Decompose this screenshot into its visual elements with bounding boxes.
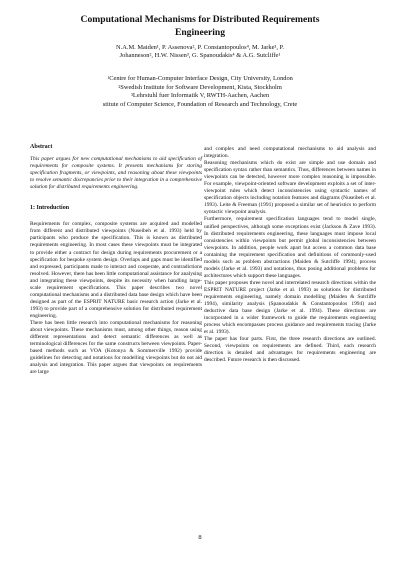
left-column — [30, 144, 202, 376]
affiliation-1: $^1$Centre for Human-Computer Interface Design, City University, London — [107, 75, 293, 82]
affiliation-3: $^3$Lehrstuhl fuer Informatik V, RWTH-Aachen, Aachen — [130, 92, 270, 99]
affiliations — [0, 75, 400, 109]
paper-title — [50, 14, 350, 39]
authors-line-2: Johanneson², H.W. Nissen³, G. Spanoudakis⁴ & A.G. Sutcliffe¹ — [119, 52, 281, 60]
introduction-heading: 1: Introduction — [30, 205, 70, 212]
right-column — [204, 146, 376, 364]
page-number: 8 — [198, 534, 202, 541]
title-line-2: Engineering — [174, 26, 226, 38]
authors-line-1: N.A.M. Maiden¹, P. Assenova², P. Constantopoulos⁴, M. Jarke³, P. — [116, 44, 284, 51]
body-paragraph: and complex and need computational mechanisms to aid analysis and integration. — [204, 146, 376, 160]
body-paragraph: There has been little research into computational mechanisms for reasoning about viewpoints. These mechanisms must, among other things, reason using different representations and detect semantic differences as well as terminological differences for the same constructs between viewpoints. Paper-based methods such as VOA (Kotonya & Sommerville 1992) provide guidelines for detecting and notations for modelling viewpoints but do not aid analysis and integration. This paper argues that viewpoints on requirements are large — [30, 319, 202, 376]
title-line-1: Computational Mechanisms for Distributed Requirements — [80, 14, 320, 25]
affiliation-4: stitute of Computer Science, Foundation of Research and Technology, Crete — [102, 100, 298, 108]
body-paragraph: This paper proposes three novel and interrelated research directions within the ESPRIT NATURE project (Jarke et al. 1993) as solutions for distributed requirements engineering, namely domain modelling (Maiden & Sutcliffe 1994), similarity analysis (Spanoudakis & Constantopoulos 1994) and deductive data base design (Jarke et al. 1994). These directions are incorporated in a wider framework to guide the requirements engineering process which encompasses process guidance and requirements tracing (Jarke et al. 1993). — [204, 279, 376, 336]
author-list — [40, 44, 360, 61]
body-paragraph: Furthermore, requirement specification languages tend to model single, unified perspectives, although some exceptions exist (Jackson & Zave 1993). In distributed requirements engineering, these languages must impose local consistencies within viewpoints but permit global inconsistencies between viewpoints. In addition, people work apart but access a common data base containing the requirement specification and definitions of commonly-used models such as problem abstractions (Maiden & Sutcliffe 1994), process models (Jarke et al. 1993) and notations, thus posing additional problems for architectures which support these languages. — [204, 216, 376, 279]
abstract-text: This paper argues for new computational mechanisms to aid specification of requirements for composite systems. It presents mechanisms for storing specification fragments, or viewpoints, and reasoning about these viewpoints to resolve semantic discrepancies prior to their integration in a comprehensive solution for distributed requirements engineering. — [30, 156, 202, 191]
body-paragraph: The paper has four parts. First, the three research directions are outlined. Second, viewpoints on requirements are defined. Third, each research direction is detailed and advantages for requirements engineering are described. Future research is then discussed. — [204, 336, 376, 364]
affiliation-2: $^2$Swedish Institute for Software Development, Kista, Stockholm — [118, 83, 282, 91]
body-paragraph: Reasoning mechanisms which do exist are simple and use domain and specification syntax rather than semantics. Thus, differences between names in viewpoints can be detected, however more complex reasoning is impossible. For example, viewpoint-oriented software development exploits a set of inter-viewpoint rules which detect inconsistencies using syntactic names of specification objects including notation features and diagrams (Nuseibeh et al. 1993). Leite & Freeman (1991) proposed a similar set of heuristics to perform syntactic viewpoint analysis. — [204, 160, 376, 216]
abstract-heading: Abstract — [30, 144, 53, 150]
body-paragraph: Requirements for complex, composite systems are acquired and modelled from different and distributed viewpoints (Nuseibeh et al. 1993) held by participants who produce the specification. This is known as distributed requirements engineering. In most cases these viewpoints must be integrated to provide either a contract for design during requirements procurement or a specification for bespoke system design. Overlaps and gaps must be identified and expressed, participants made to interact and cooperate, and contradictions resolved. However, there has been little computational assistance for analysing and integrating these viewpoints, despite its necessity when handling large-scale requirement specifications. This paper describes two novel computational mechanisms and a distributed data base design which have been designed as part of the ESPRIT NATURE basic research action (Jarke et al. 1993) to provide part of a comprehensive solution for distributed requirement engineering. — [30, 221, 202, 319]
